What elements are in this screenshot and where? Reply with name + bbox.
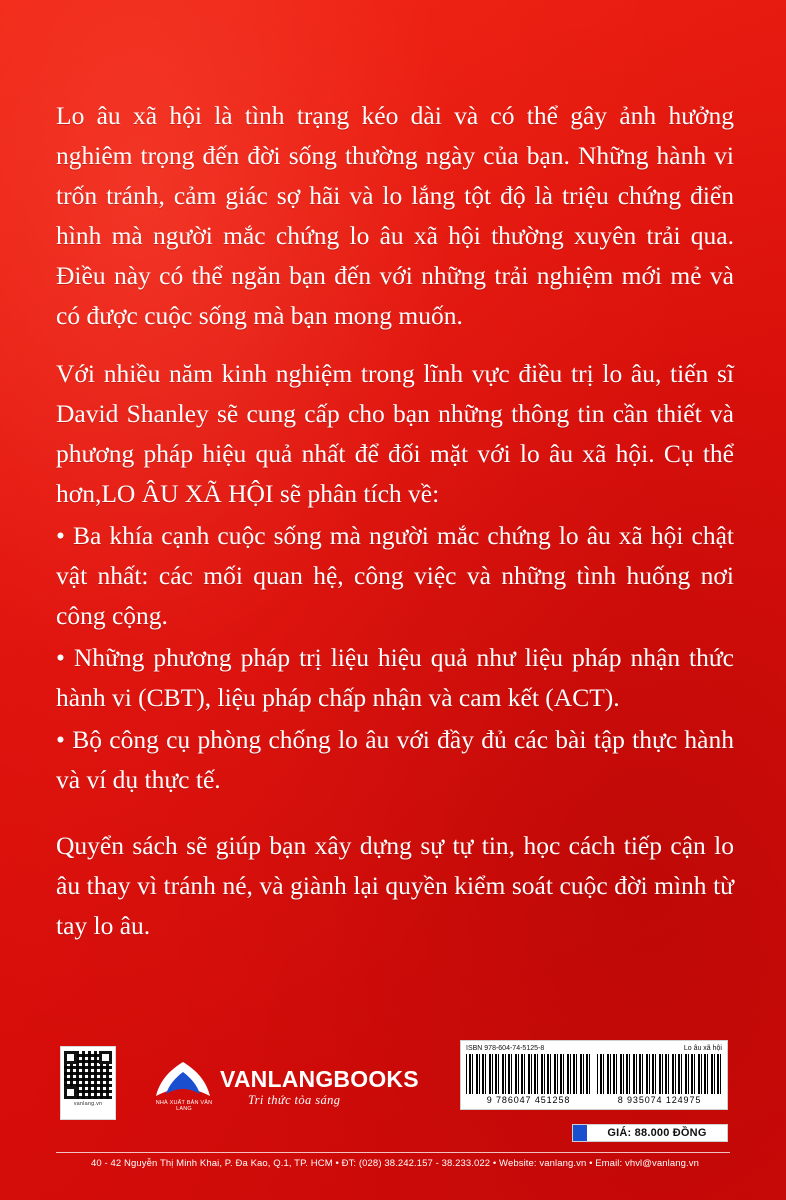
qr-caption: vanlang.vn [73,1101,103,1107]
footer-contact-line: 40 - 42 Nguyễn Thị Minh Khai, P. Đa Kao, Q.1, TP. HCM • ĐT: (028) 38.242.157 - 38.233.022 • Website: vanlang.vn • Email: vhvl@vanlang.vn [91,1158,699,1169]
blurb-paragraph-2: Với nhiều năm kinh nghiệm trong lĩnh vực điều trị lo âu, tiến sĩ David Shanley sẽ cung cấp cho bạn những thông tin cần thiết và phương pháp hiệu quả nhất để đối mặt với lo âu xã hội. Cụ thể hơn,LO ÂU XÃ HỘI sẽ phân tích về: [56,359,734,508]
publisher-mark-icon [150,1060,216,1112]
isbn-label: ISBN 978-604-74-5125-8 [466,1045,545,1052]
barcode-left [466,1054,591,1105]
publisher-mark-caption: NHÀ XUẤT BẢN VĂN LANG [155,1100,213,1112]
price-badge [572,1124,728,1142]
price-color-swatch [573,1125,587,1141]
barcode-left-bars [466,1054,591,1094]
qr-code-icon [64,1051,112,1099]
publisher-tagline: Tri thức tỏa sáng [248,1093,341,1107]
blurb-bullet-2: • Những phương pháp trị liệu hiệu quả như liệu pháp nhận thức hành vi (CBT), liệu pháp chấp nhận và cam kết (ACT). [56,643,734,712]
blurb-paragraph-1: Lo âu xã hội là tình trạng kéo dài và có thể gây ảnh hưởng nghiêm trọng đến đời sống thường ngày của bạn. Những hành vi trốn tránh, cảm giác sợ hãi và lo lắng tột độ là triệu chứng điển hình mà người mắc chứng lo âu xã hội thường xuyên trải qua. Điều này có thể ngăn bạn đến với những trải nghiệm mới mẻ và có được cuộc sống mà bạn mong muốn. [56,101,734,330]
blurb-closing-paragraph: Quyển sách sẽ giúp bạn xây dựng sự tự tin, học cách tiếp cận lo âu thay vì tránh né, và giành lại quyền kiểm soát cuộc đời mình từ tay lo âu. [56,831,734,940]
blurb-bullet-1: • Ba khía cạnh cuộc sống mà người mắc chứng lo âu xã hội chật vật nhất: các mối quan hệ, công việc và những tình huống nơi công cộng. [56,521,734,630]
isbn-header-row [466,1045,722,1052]
publisher-name: VANLANGBOOKS [220,1066,419,1092]
back-cover-blurb [56,96,734,946]
isbn-book-title: Lo âu xã hội [683,1045,722,1052]
barcode-left-number: 9 786047 451258 [486,1095,571,1105]
publisher-logo [150,1060,419,1122]
barcode-right [597,1054,722,1105]
barcode-right-bars [597,1054,722,1094]
blurb-bullet-3: • Bộ công cụ phòng chống lo âu với đầy đủ các bài tập thực hành và ví dụ thực tế. [56,725,734,794]
isbn-barcode-block [460,1040,728,1110]
barcode-right-number: 8 935074 124975 [617,1095,702,1105]
price-label: GIÁ: 88.000 ĐỒNG [607,1127,707,1139]
barcode-row [466,1054,722,1105]
footer-divider [56,1152,730,1153]
qr-eye-bottom-left [64,1086,77,1099]
qr-code-box[interactable] [60,1046,116,1120]
